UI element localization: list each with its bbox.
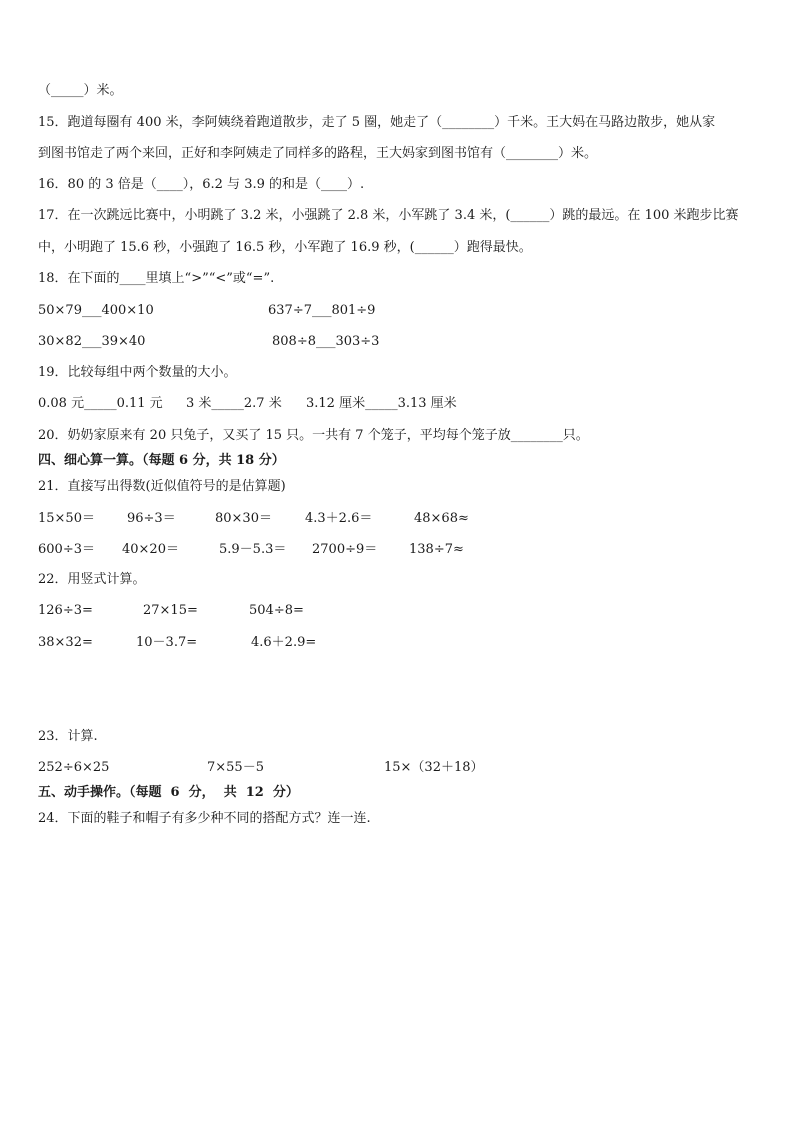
- q21-item: 600÷3＝: [38, 542, 95, 557]
- q21-item: 15×50＝: [38, 511, 95, 526]
- q21-item: 138÷7≈: [409, 542, 464, 557]
- question-17-line-2: 中，小明跑了 15.6 秒，小强跑了 16.5 秒，小军跑了 16.9 秒，(______）跑得最快。: [38, 240, 532, 255]
- question-16: 16．80 的 3 倍是（____），6.2 与 3.9 的和是（____）.: [38, 177, 365, 192]
- question-15-line-2: 到图书馆走了两个来回，正好和李阿姨走了同样多的路程，王大妈家到图书馆有（________）米。: [38, 146, 598, 161]
- q18-item: 30×82___39×40: [38, 334, 146, 349]
- q19-item: 3 米_____2.7 米: [186, 396, 282, 411]
- q18-item: 808÷8___303÷3: [272, 334, 380, 349]
- q22-item: 10－3.7=: [136, 635, 198, 650]
- question-18-title: 18．在下面的____里填上“>”“<”或“=”.: [38, 271, 275, 286]
- question-21-title: 21．直接写出得数(近似值符号的是估算题): [38, 479, 286, 494]
- question-15-line-1: 15．跑道每圈有 400 米，李阿姨绕着跑道散步，走了 5 圈，她走了（________）千米。王大妈在马路边散步，她从家: [38, 115, 716, 130]
- q18-item: 637÷7___801÷9: [268, 303, 376, 318]
- question-24: 24．下面的鞋子和帽子有多少种不同的搭配方式？连一连.: [38, 811, 371, 826]
- q23-item: 7×55－5: [207, 760, 264, 775]
- q22-item: 27×15=: [143, 603, 198, 618]
- question-19-title: 19．比较每组中两个数量的大小。: [38, 365, 237, 380]
- question-22-title: 22．用竖式计算。: [38, 572, 146, 587]
- section-5-heading: 五、动手操作。（每题 6 分， 共 12 分）: [38, 785, 299, 800]
- question-23-title: 23．计算.: [38, 729, 98, 744]
- q21-item: 80×30＝: [215, 511, 272, 526]
- q21-item: 48×68≈: [414, 511, 469, 526]
- q21-item: 4.3＋2.6＝: [305, 511, 373, 526]
- q21-item: 5.9－5.3＝: [219, 542, 287, 557]
- q19-item: 3.12 厘米_____3.13 厘米: [306, 396, 457, 411]
- q18-item: 50×79___400×10: [38, 303, 154, 318]
- q23-item: 252÷6×25: [38, 760, 110, 775]
- q22-item: 4.6＋2.9=: [251, 635, 317, 650]
- q22-item: 126÷3=: [38, 603, 93, 618]
- q19-item: 0.08 元_____0.11 元: [38, 396, 163, 411]
- section-4-heading: 四、细心算一算。（每题 6 分，共 18 分）: [38, 453, 285, 468]
- q22-item: 504÷8=: [249, 603, 304, 618]
- question-20: 20．奶奶家原来有 20 只兔子，又买了 15 只。一共有 7 个笼子，平均每个笼子放________只。: [38, 428, 589, 443]
- q14-tail: （_____）米。: [38, 83, 123, 98]
- q21-item: 40×20＝: [122, 542, 179, 557]
- question-17-line-1: 17．在一次跳远比赛中，小明跳了 3.2 米，小强跳了 2.8 米，小军跳了 3.4 米，(______）跳的最远。在 100 米跑步比赛: [38, 208, 739, 223]
- q21-item: 96÷3＝: [127, 511, 176, 526]
- q22-item: 38×32=: [38, 635, 93, 650]
- q21-item: 2700÷9＝: [312, 542, 378, 557]
- q23-item: 15×（32＋18）: [384, 760, 484, 775]
